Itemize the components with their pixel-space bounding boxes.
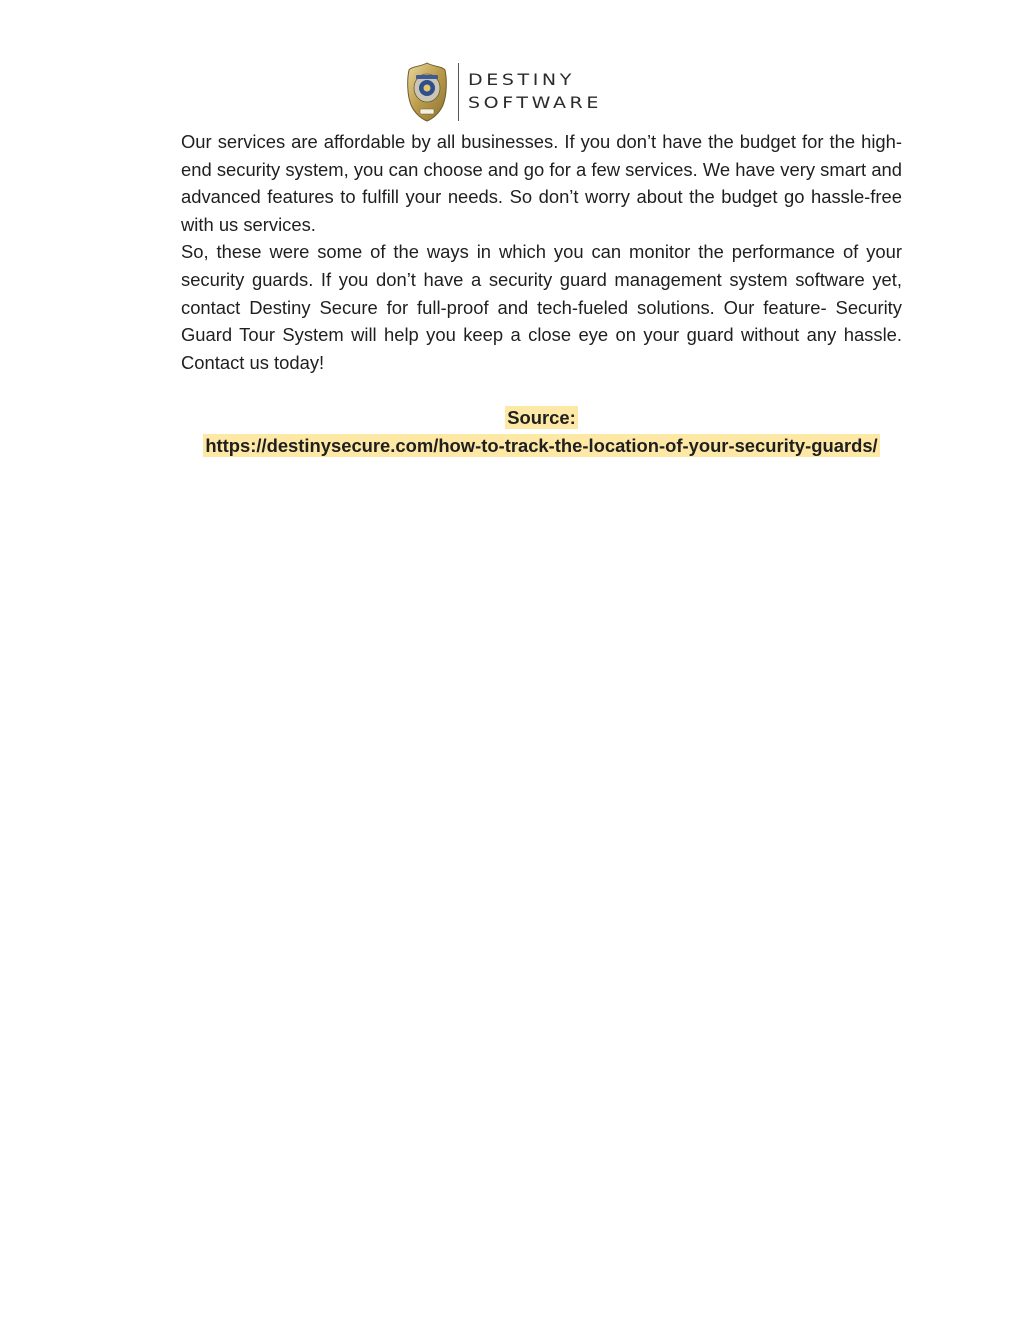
logo-divider — [458, 63, 459, 121]
blank-line — [181, 376, 902, 404]
source-label: Source: — [507, 406, 576, 428]
logo-text-destiny: DESTINY — [468, 71, 575, 90]
document-body — [181, 128, 902, 459]
source-link[interactable]: https://destinysecure.com/how-to-track-the-location-of-your-security-guards/ — [205, 434, 878, 456]
source-block — [181, 404, 902, 459]
paragraph-affordability: Our services are affordable by all businesses. If you don’t have the budget for the high-end security system, you can choose and go for a few services. We have very smart and advanced features to fulfill your needs. So don’t worry about the budget go hassle-free with us services. — [181, 131, 902, 235]
logo-text-software: SOFTWARE — [468, 94, 602, 113]
paragraph-conclusion: So, these were some of the ways in which you can monitor the performance of your security guards. If you don’t have a security guard management system software yet, contact Destiny Secure for full-proof and tech-fueled solutions. Our feature- Security Guard Tour System will help you keep a close eye on your guard without any hassle. Contact us today! — [181, 241, 902, 373]
logo-wordmark — [468, 71, 602, 113]
police-badge-icon — [406, 61, 448, 123]
company-logo — [406, 60, 602, 124]
